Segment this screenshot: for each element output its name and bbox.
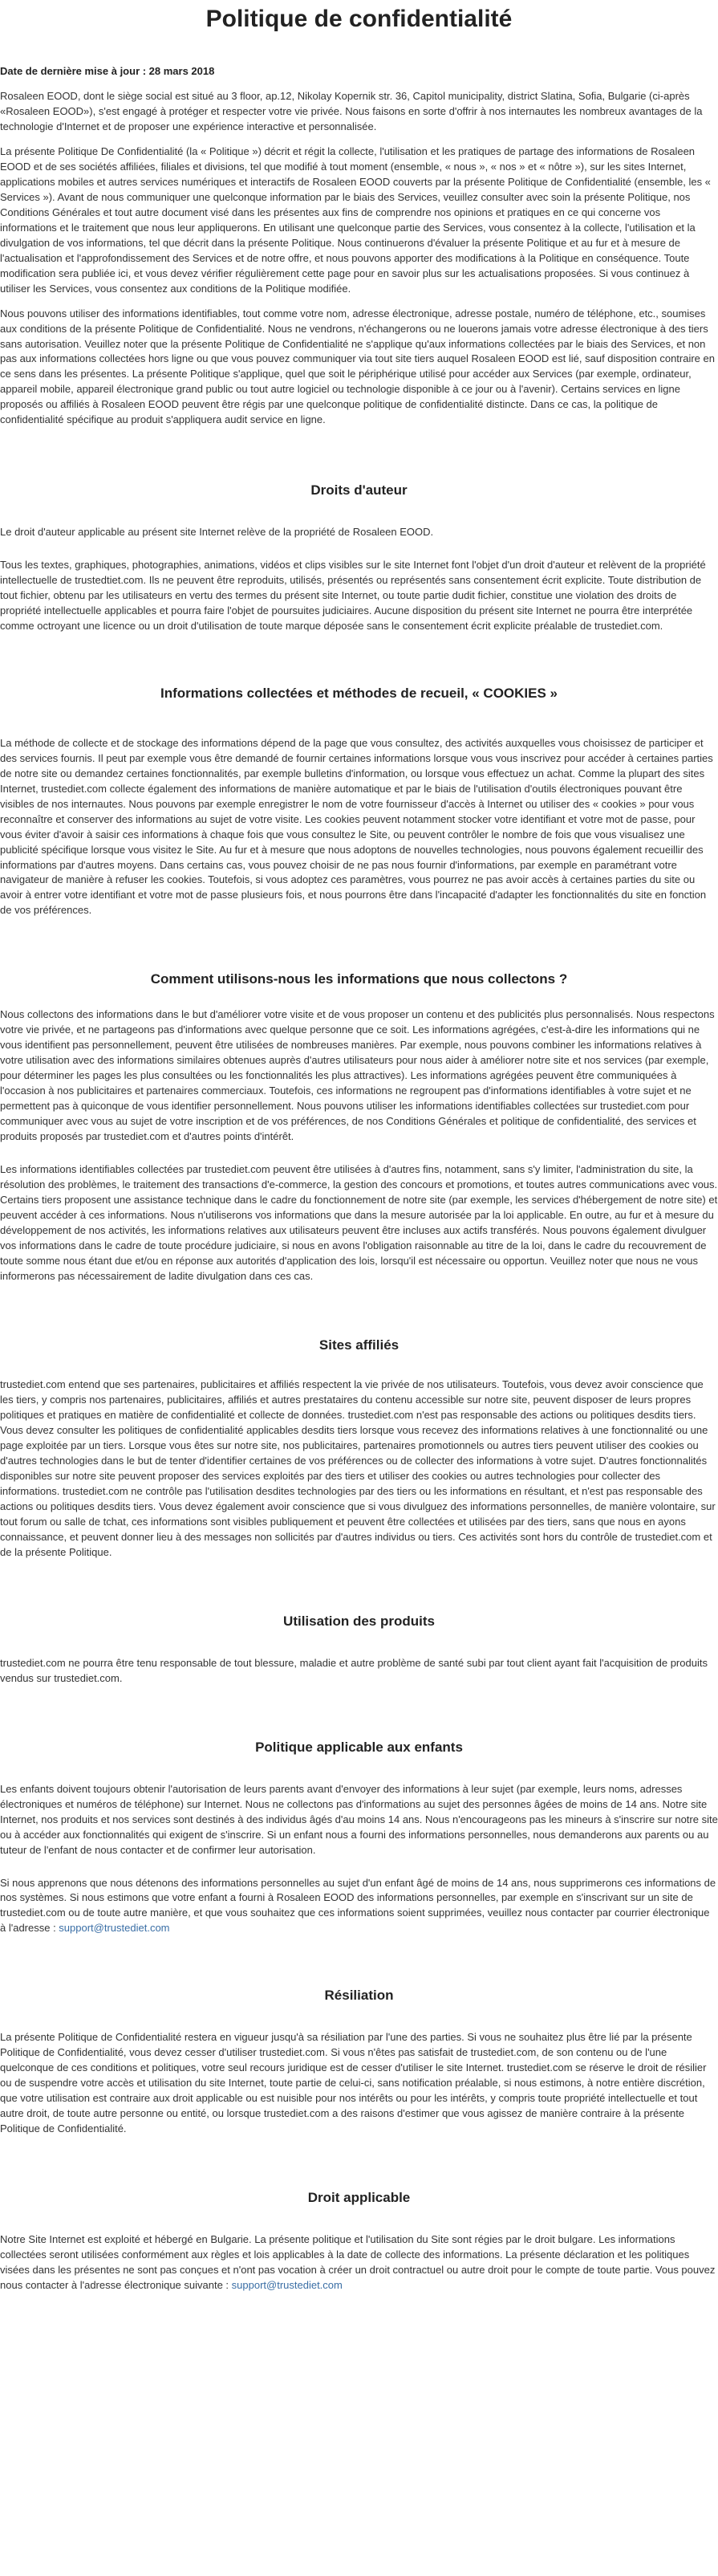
- section-heading: Utilisation des produits: [283, 1614, 435, 1630]
- section-paragraph-with-email: [0, 2232, 718, 2293]
- page-title: Politique de confidentialité: [205, 6, 513, 32]
- section-heading: Politique applicable aux enfants: [255, 1739, 463, 1755]
- section-paragraph: Les informations identifiables collectées par trustediet.com peuvent être utilisées à d'autres fins, notamment, sans s'y limiter, l'administration du site, la résolution des problèmes, le traitement des transactions d'e-commerce, la gestion des concours et promotions, et toutes autres communications avec vous. Certains tiers proposent une assistance technique dans le cadre du fonctionnement de notre site (par exemple, les services d'hébergement de notre site) et peuvent accéder à ces informations. Nous n'utiliserons vos informations que dans la mesure autorisée par la loi applicable. En outre, au fur et à mesure du développement de nos activités, les informations relatives aux utilisateurs peuvent être incluses aux actifs transférés. Nous pouvons également divulguer vos informations dans le cadre de toute procédure judiciaire, si nous en avons l'obligation raisonnable au titre de la loi, dans le cadre du recouvrement de toute somme nous étant due et/ou en réponse aux autorités d'application des lois, lorsqu'il est nécessaire ou opportun. Veuillez noter que nous ne vous informerons pas nécessairement de ladite divulgation dans ces cas.: [0, 1162, 718, 1282]
- section-paragraph: Nous collectons des informations dans le but d'améliorer votre visite et de vous proposer un contenu et des publicités plus personnalisés. Nous respectons votre vie privée, et ne partageons pas d'informations avec quelque personne que ce soit. Les informations agrégées, c'est-à-dire les informations qui ne vous identifient pas personnellement, peuvent être utilisées de nombreuses manières. Par exemple, nous pouvons combiner les informations relatives à votre utilisation avec des informations similaires obtenues auprès d'autres utilisateurs pour nous aider à améliorer notre site et nos services (par exemple, pour déterminer les pages les plus consultées ou les fonctionnalités les plus attractives). Les informations agrégées peuvent être communiquées à l'occasion à nos publicitaires et partenaires commerciaux. Toutefois, ces informations ne regroupent pas d'informations identifiables à votre sujet et ne permettent pas à quiconque de vous identifier personnellement. Nous pouvons utiliser les informations identifiables collectées sur trustediet.com pour communiquer avec vous au sujet de votre inscription et de vos préférences, de nos Conditions Générales et politique de confidentialité, des services et produits proposés par trustediet.com et d'autres points d'intérêt.: [0, 1008, 715, 1142]
- section-paragraph: Les enfants doivent toujours obtenir l'autorisation de leurs parents avant d'envoyer des informations à leur sujet (par exemple, leurs noms, adresses électroniques et numéros de téléphone) sur Internet. Nous ne collectons pas d'informations au sujet des personnes âgées de moins de 14 ans. Notre site Internet, nos produits et nos services sont destinés à des individus âgés d'au moins 14 ans. Nous n'encourageons pas les mineurs à s'inscrire sur notre site ou à accéder aux fonctionnalités qui exigent de s'inscrire. Si un enfant nous a fourni des informations personnelles, nous demanderons aux parents ou au tuteur de l'enfant de nous contacter et de confirmer leur autorisation.: [0, 1782, 718, 1856]
- intro-paragraph: Rosaleen EOOD, dont le siège social est situé au 3 floor, ap.12, Nikolay Kopernik str. 36, Capitol municipality, district Slatina, Sofia, Bulgarie (ci-après «Rosaleen EOOD»), s'est engagé à protéger et respecter votre vie privée. Nous faisons en sorte d'offrir à nos internautes les nombreux avantages de la technologie d'Internet et de proposer une expérience interactive et personnalisée.: [0, 89, 703, 132]
- section-heading: Droits d'auteur: [310, 482, 408, 499]
- section-paragraph-with-email: [0, 1876, 718, 1937]
- last-updated-date: Date de dernière mise à jour : 28 mars 2018: [0, 65, 215, 77]
- section-heading: Sites affiliés: [318, 1337, 400, 1353]
- section-copyright: [0, 481, 718, 634]
- support-email-link[interactable]: support@trustediet.com: [231, 2278, 343, 2291]
- section-paragraph: trustediet.com entend que ses partenaires, publicitaires et affiliés respectent la vie privée de nos utilisateurs. Toutefois, vous devez avoir conscience que les tiers, y compris nos partenaires, publicitaires, affiliés et autres prestataires du contenu accessible sur notre site, peuvent disposer de leurs propres politiques et pratiques en matière de confidentialité et collecte de données. trustediet.com n'est pas responsable des actions ou politiques desdits tiers. Vous devez consulter les politiques de confidentialité applicables desdits tiers lorsque vous recevez des informations relatives à une fonctionnalité ou une page exploitée par un tiers. Lorsque vous êtes sur notre site, nos publicitaires, partenaires promotionnels ou autres tiers peuvent utiliser des cookies ou d'autres technologies dans le but de tenter d'identifier certaines de vos préférences ou de collecter des informations à votre sujet. D'autres fonctionnalités disponibles sur notre site peuvent proposer des services exploités par des tiers et utiliser des cookies ou autres technologies pour collecter des informations. trustediet.com ne contrôle pas l'utilisation desdites technologies par des tiers ou les informations en résultant, et n'est pas responsable des actions ou politiques desdits tiers. Vous devez également avoir conscience que si vous divulguez des informations personnelles, de manière volontaire, sur tout forum ou salle de tchat, ces informations sont visibles publiquement et peuvent être collectées et utilisées par des tiers, sans que nous en ayons connaissance, et peuvent donner lieu à des messages non sollicités par d'autres individus ou tiers. Ces activités sont hors du contrôle de trustediet.com et de la présente Politique.: [0, 1378, 716, 1559]
- privacy-policy-page: [0, 6, 718, 2303]
- section-paragraph: Le droit d'auteur applicable au présent site Internet relève de la propriété de Rosaleen EOOD.: [0, 526, 434, 539]
- section-collected-information: [0, 684, 718, 918]
- section-affiliate-sites: [0, 1336, 718, 1561]
- section-paragraph: trustediet.com ne pourra être tenu responsable de tout blessure, maladie et autre problème de santé subi par tout client ayant fait l'acquisition de produits vendus sur trustediet.com.: [0, 1656, 708, 1684]
- section-heading: Comment utilisons-nous les informations que nous collectons ?: [150, 971, 568, 987]
- section-applicable-law: [0, 2188, 718, 2293]
- section-paragraph: Tous les textes, graphiques, photographies, animations, vidéos et clips visibles sur le site Internet font l'objet d'un droit d'auteur et relèvent de la propriété intellectuelle de trustedtiet.com. Ils ne peuvent être reproduits, utilisés, présentés ou représentés sans consentement écrit explicite. Toute distribution de tout fichier, obtenu par les utilisateurs en vertu des termes du présent site Internet, ou toute partie dudit fichier, constitue une violation des droits de propriété intellectuelle applicables et pourra faire l'objet de poursuites judiciaires. Aucune disposition du présent site Internet ne pourra être interprétée comme octroyant une licence ou un droit d'utilisation de toute marque déposée sans le consentement écrit explicite préalable de trustediet.com.: [0, 559, 706, 632]
- support-email-link[interactable]: support@trustediet.com: [59, 1922, 170, 1935]
- section-information-usage: [0, 970, 718, 1284]
- section-heading: Informations collectées et méthodes de recueil, « COOKIES »: [160, 685, 558, 701]
- section-paragraph-text: Notre Site Internet est exploité et hébergé en Bulgarie. La présente politique et l'utilisation du Site sont régies par le droit bulgare. Les informations collectées seront utilisées conformément aux règles et lois applicables à la date de collecte des informations. La présente déclaration et les politiques visées dans les présentes ne sont pas conçues et n'ont pas vocation à créer un droit contractuel ou autre droit pour le compte de toute partie. Vous pouvez nous contacter à l'adresse électronique suivante :: [0, 2232, 716, 2291]
- section-heading: Droit applicable: [307, 2189, 411, 2205]
- section-paragraph: La présente Politique de Confidentialité restera en vigueur jusqu'à sa résiliation par l'une des parties. Si vous ne souhaitez plus être lié par la présente Politique de Confidentialité, vous devez cesser d'utiliser trustediet.com. Si vous n'êtes pas satisfait de trustediet.com, de son contenu ou de l'une quelconque de ces conditions et politiques, votre seul recours juridique est de cesser d'utiliser le site Internet. trustediet.com se réserve le droit de résilier ou de suspendre votre accès et utilisation du site Internet, toute partie de celui-ci, sans notification préalable, si nous estimons, à notre entière discrétion, que votre utilisation est contraire aux droit applicable ou est nuisible pour nos intérêts ou pour les intérêts, y compris toute propriété intellectuelle et tout autre droit, de toute autre personne ou entité, ou lorsque trustediet.com a des raisons d'estimer que vous agissez de manière contraire à la présente Politique de Confidentialité.: [0, 2031, 707, 2134]
- intro-paragraph: Nous pouvons utiliser des informations identifiables, tout comme votre nom, adresse électronique, adresse postale, numéro de téléphone, etc., soumises aux conditions de la présente Politique de Confidentialité. Nous ne vendrons, n'échangerons ou ne louerons jamais votre adresse électronique à des tiers sans autorisation. Veuillez noter que la présente Politique de Confidentialité ne s'applique qu'aux informations collectées par le biais des Services, et non pas aux informations collectées hors ligne ou que vous pouvez communiquer via tout site tiers auquel Rosaleen EOOD est lié, sauf disposition contraire en ce sens dans les présentes. La présente Politique s'applique, quel que soit le périphérique utilisé pour accéder aux Services (par exemple, ordinateur, appareil mobile, appareil électronique grand public ou tout autre logiciel ou technologie disponible à ce jour ou à l'avenir). Certains services en ligne proposés ou affiliés à Rosaleen EOOD peuvent être régis par une quelconque politique de confidentialité distincte. Dans ce cas, la politique de confidentialité spécifique au produit s'appliquera audit service en ligne.: [0, 307, 715, 426]
- section-termination: [0, 1986, 718, 2137]
- section-children-policy: [0, 1738, 718, 1937]
- intro-paragraph: La présente Politique De Confidentialité (la « Politique ») décrit et régit la collecte, l'utilisation et les pratiques de partage des informations de Rosaleen EOOD et de ses sociétés affiliées, filiales et divisions, tel que modifié à tout moment (ensemble, « nous », « nos » et « nôtre »), sur les sites Internet, applications mobiles et autres services numériques et interactifs de Rosaleen EOOD couverts par la présente Politique de Confidentialité (ensemble, les « Services »). Avant de nous communiquer une quelconque information par le biais des Services, veuillez consulter avec soin la présente Politique, nos Conditions Générales et tout autre document visé dans les présentes aux fins de comprendre nos opinions et pratiques en ce qui concerne vos informations et le traitement que nous leur appliquerons. En utilisant une quelconque partie des Services, vous consentez à la collecte, l'utilisation et la divulgation de vos informations, tel que décrit dans la présente Politique. Nous continuerons d'évaluer la présente Politique et au fur et à mesure de l'actualisation et l'approfondissement des Services et de notre offre, et nous pouvons apporter des modifications à la Politique en conséquence. Toute modification sera publiée ici, et vous devez vérifier régulièrement cette page pour en savoir plus sur les actualisations proposées. Si vous continuez à utiliser les Services, vous consentez aux conditions de la Politique modifiée.: [0, 144, 711, 295]
- section-product-use: [0, 1612, 718, 1687]
- section-paragraph: La méthode de collecte et de stockage des informations dépend de la page que vous consultez, des activités auxquelles vous choisissez de participer et des services fournis. Il peut par exemple vous être demandé de fournir certaines informations lorsque vous vous inscrivez pour accéder à certaines parties de notre site ou demandez certaines fonctionnalités, par exemple bulletins d'information, ou lorsque vous effectuez un achat. Comme la plupart des sites Internet, trustediet.com collecte également des informations de manière automatique et par le biais de l'utilisation d'outils électroniques pouvant être visibles de nos internautes. Nous pouvons par exemple enregistrer le nom de votre fournisseur d'accès à Internet ou utiliser des « cookies » pour vous reconnaître et conserver des informations au sujet de votre visite. Les cookies peuvent notamment stocker votre identifiant et votre mot de passe, pour vous éviter d'avoir à saisir ces informations à chaque fois que vous consultez le Site, ou peuvent contrôler le nombre de fois que vous visualisez une publicité spécifique lorsque vous visitez le Site. Au fur et à mesure que nous adoptons de nouvelles technologies, nous pouvons également recueillir des informations par d'autres moyens. Dans certains cas, vous pouvez choisir de ne pas nous fournir d'informations, par exemple en paramétrant votre navigateur de manière à refuser les cookies. Toutefois, si vous adoptez ces paramètres, vous pourrez ne pas avoir accès à certaines parties du site ou avoir à entrer votre identifiant et votre mot de passe plusieurs fois, et nous pourrons être dans l'incapacité d'adapter les fonctionnalités du site en fonction de vos préférences.: [0, 736, 713, 917]
- section-paragraph-text: Si nous apprenons que nous détenons des informations personnelles au sujet d'un enfant âgé de moins de 14 ans, nous supprimerons ces informations de nos systèmes. Si nous estimons que votre enfant a fourni à Rosaleen EOOD des informations personnelles, par exemple en s'inscrivant sur un site de trustediet.com ou de toute autre manière, et que vous souhaitez que ces informations soient supprimées, veuillez nous contacter par courrier électronique à l'adresse :: [0, 1876, 716, 1935]
- section-heading: Résiliation: [324, 1988, 394, 2004]
